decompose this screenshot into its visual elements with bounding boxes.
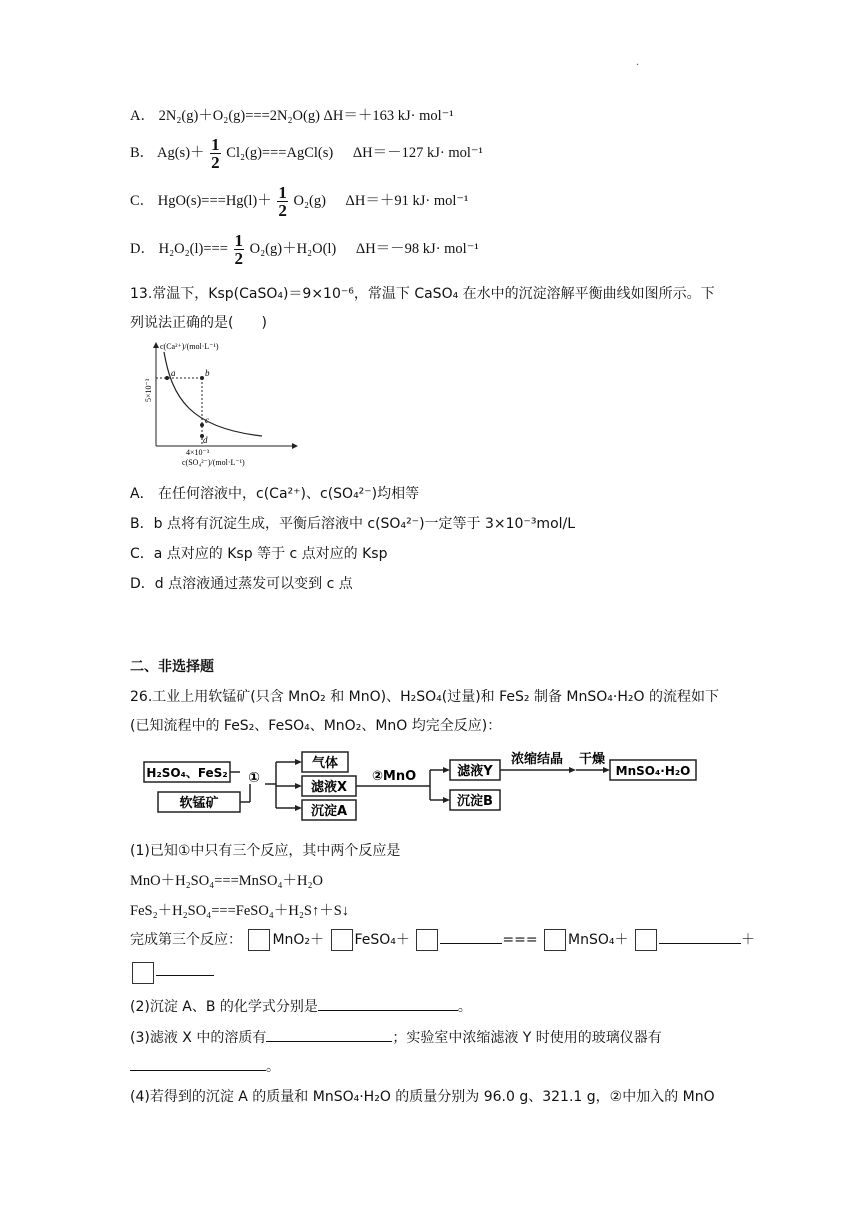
answer-blank[interactable] [440,943,502,944]
x-axis-arrow [292,443,298,449]
process-flow-diagram [140,748,700,824]
coef-box[interactable] [635,929,657,951]
q13-stem-line1: 13.常温下，Ksp(CaSO₄)＝9×10⁻⁶，常温下 CaSO₄ 在水中的沉淀溶解平衡曲线如图所示。下 [130,286,715,302]
sub3: (3)滤液 X 中的溶质有 ；实验室中浓缩滤液 Y 时使用的玻璃仪器有 [130,1030,662,1046]
answer-blank[interactable] [266,1041,392,1042]
product-label: MnSO₄·H₂O [615,764,691,778]
header-dot: . [636,54,639,68]
answer-blank[interactable] [130,1070,266,1071]
q13-stem-line2: 列说法正确的是( ) [130,315,267,331]
answer-blank[interactable] [659,943,741,944]
filtrate-y-label: 滤液Y [457,764,493,779]
reaction-2: FeS₂＋H₂SO₄===FeSO₄＋H₂S↑＋S↓ [130,903,350,919]
third-reaction-cont [130,962,214,984]
equilibrium-curve [164,352,262,436]
q13-option-b: B．b 点将有沉淀生成，平衡后溶液中 c(SO₄²⁻)一定等于 3×10⁻³mol/L [130,516,576,532]
step2-label: ②MnO [371,769,417,784]
label-c: c [205,415,209,425]
fraction: $\frac{1}{2}$ [234,231,244,268]
sub2: (2)沉淀 A、B 的化学式分别是 。 [130,999,472,1015]
label-a: a [171,368,176,378]
coef-box[interactable] [544,929,566,951]
x-axis-label: c(SO₄²⁻)/(mol·L⁻¹) [182,458,245,467]
coef-box[interactable] [248,929,270,951]
y-tick-label: 5×10⁻³ [144,378,153,402]
reaction-1: MnO＋H₂SO₄===MnSO₄＋H₂O [130,873,323,889]
q13-option-a: A． 在任何溶液中，c(Ca²⁺)、c(SO₄²⁻)均相等 [130,486,420,502]
third-reaction: 完成第三个反应： MnO₂＋ FeSO₄＋ === MnSO₄＋ ＋ [130,929,755,951]
coef-box[interactable] [132,962,154,984]
step1-label: ① [248,770,260,786]
reagents-label: H₂SO₄、FeS₂ [146,766,228,780]
precip-a-label: 沉淀A [310,804,348,819]
section-heading: 二、非选择题 [130,659,214,675]
point-b [200,376,204,380]
point-c [200,423,204,427]
ore-label: 软锰矿 [179,796,219,811]
option-b: B． Ag(s)＋ $\frac{1}{2}$ Cl₂(g)===AgCl(s) ΔH＝－127 kJ· mol⁻¹ [130,135,483,172]
sub1-intro: (1)已知①中只有三个反应，其中两个反应是 [130,843,401,859]
answer-blank[interactable] [318,1010,458,1011]
fraction: $\frac{1}{2}$ [278,183,287,220]
q26-stem-line2: (已知流程中的 FeS₂、FeSO₄、MnO₂、MnO 均完全反应)： [130,718,502,734]
option-d: D． H₂O₂(l)=== $\frac{1}{2}$ O₂(g)＋H₂O(l) ΔH＝－98 kJ· mol⁻¹ [130,231,479,268]
fraction: $\frac{1}{2}$ [211,135,220,172]
gas-label: 气体 [311,756,339,771]
answer-blank[interactable] [156,975,214,976]
dry-label: 干燥 [578,752,606,767]
label-b: b [205,368,210,378]
concentrate-label: 浓缩结晶 [510,752,564,767]
x-tick-label: 4×10⁻³ [186,448,210,457]
point-a [165,376,169,380]
q13-option-d: D．d 点溶液通过蒸发可以变到 c 点 [130,576,353,592]
y-axis-label: c(Ca²⁺)/(mol·L⁻¹) [160,342,219,351]
sub3-cont: 。 [130,1056,280,1076]
solubility-curve-chart [142,338,302,470]
q13-option-c: C．a 点对应的 Ksp 等于 c 点对应的 Ksp [130,546,388,562]
q26-stem-line1: 26.工业上用软锰矿(只含 MnO₂ 和 MnO)、H₂SO₄(过量)和 FeS₂ 制备 MnSO₄·H₂O 的流程如下 [130,689,719,705]
coef-box[interactable] [416,929,438,951]
sub4: (4)若得到的沉淀 A 的质量和 MnSO₄·H₂O 的质量分别为 96.0 g、321.1 g，②中加入的 MnO [130,1089,715,1105]
option-c: C． HgO(s)===Hg(l)＋ $\frac{1}{2}$ O₂(g) ΔH＝＋91 kJ· mol⁻¹ [130,183,469,220]
coef-box[interactable] [331,929,353,951]
y-axis-arrow [153,342,159,348]
filtrate-x-label: 滤液X [310,780,348,795]
label-d: d [203,435,208,445]
precip-b-label: 沉淀B [457,794,493,809]
option-a: A． 2N₂(g)＋O₂(g)===2N₂O(g) ΔH＝＋163 kJ· mol⁻¹ [130,108,454,124]
